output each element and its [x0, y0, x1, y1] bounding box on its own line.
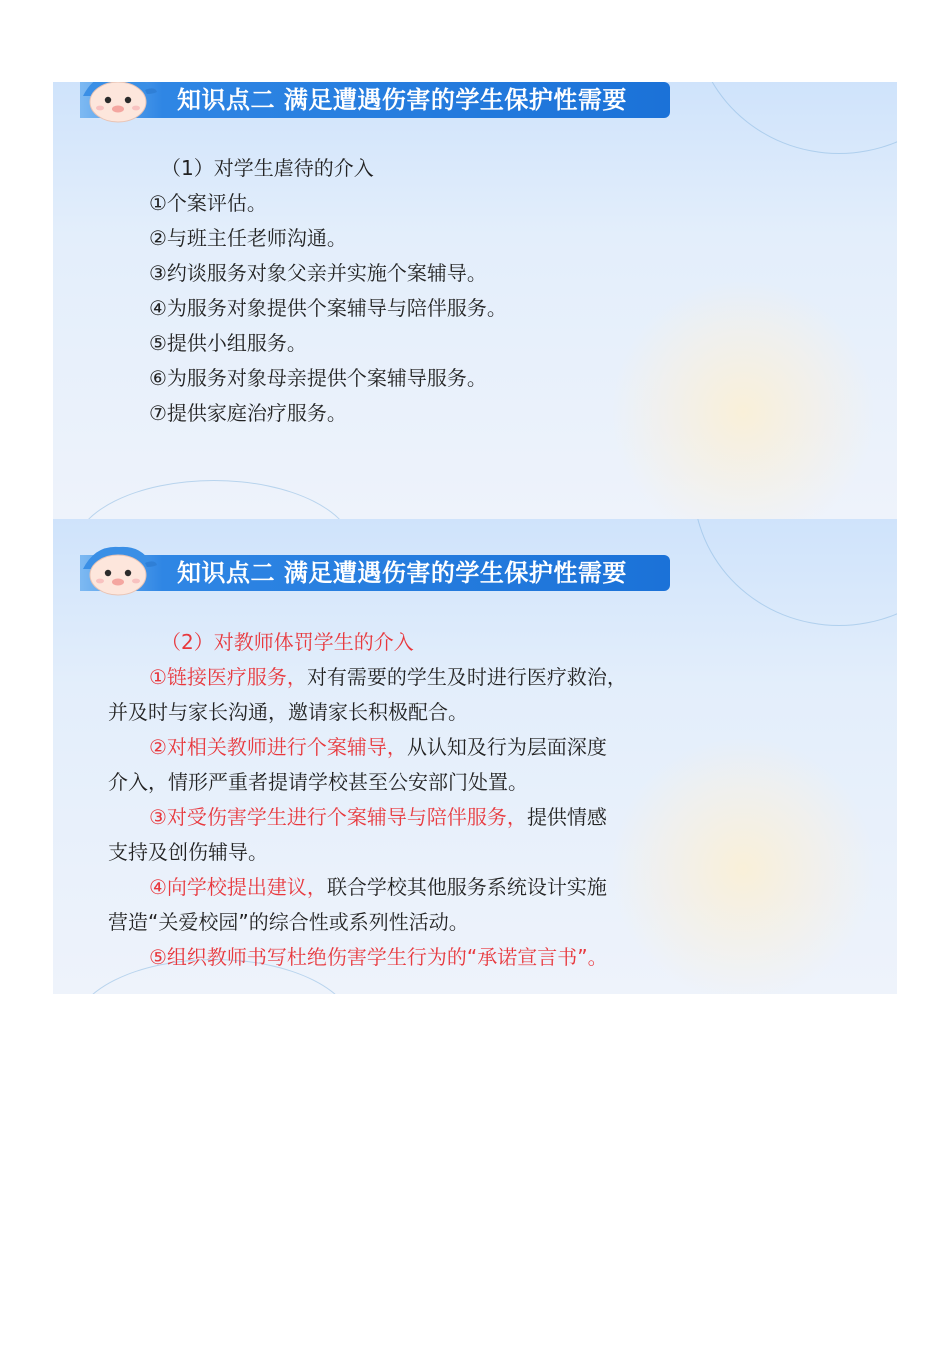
- item-text: 提供情感: [526, 805, 607, 829]
- title-banner: [80, 82, 670, 118]
- list-item: ④为服务对象提供个案辅导与陪伴服务。: [149, 296, 507, 320]
- list-item: ⑤提供小组服务。: [149, 331, 307, 355]
- item-highlight: ①链接医疗服务，: [149, 665, 307, 689]
- list-item: ⑥为服务对象母亲提供个案辅导服务。: [149, 366, 487, 390]
- list-item: [149, 871, 607, 900]
- list-item-continuation: 并及时与家长沟通，邀请家长积极配合。: [108, 700, 468, 724]
- decorative-arc: [693, 519, 897, 626]
- section-heading: （1）对学生虐待的介入: [161, 156, 374, 180]
- mascot-icon: [75, 82, 159, 124]
- decorative-arc: [693, 82, 897, 154]
- list-item: [149, 731, 607, 760]
- list-item: ②与班主任老师沟通。: [149, 226, 347, 250]
- list-item: ③约谈服务对象父亲并实施个案辅导。: [149, 261, 487, 285]
- item-text: 从认知及行为层面深度: [406, 735, 607, 759]
- item-highlight: ③对受伤害学生进行个案辅导与陪伴服务，: [149, 805, 527, 829]
- slide-title: 知识点二 满足遭遇伤害的学生保护性需要: [177, 86, 627, 114]
- title-banner: [80, 555, 670, 591]
- list-item: ①个案评估。: [149, 191, 267, 215]
- list-item: [149, 941, 608, 970]
- list-item-continuation: 支持及创伤辅导。: [108, 840, 268, 864]
- list-item-continuation: 介入，情形严重者提请学校甚至公安部门处置。: [108, 770, 528, 794]
- list-item-continuation: 营造“关爱校园”的综合性或系列性活动。: [108, 910, 469, 934]
- background-glow: [613, 282, 873, 519]
- section-heading: （2）对教师体罚学生的介入: [161, 630, 414, 654]
- item-text: 对有需要的学生及时进行医疗救治，: [306, 665, 627, 689]
- list-item: [149, 661, 627, 690]
- decorative-arc: [73, 480, 355, 519]
- item-highlight: ⑤组织教师书写杜绝伤害学生行为的“承诺宣言书”。: [149, 945, 608, 969]
- item-text: 联合学校其他服务系统设计实施: [326, 875, 607, 899]
- item-highlight: ④向学校提出建议，: [149, 875, 327, 899]
- slide-1: [53, 82, 897, 519]
- item-highlight: ②对相关教师进行个案辅导，: [149, 735, 407, 759]
- slide-title: 知识点二 满足遭遇伤害的学生保护性需要: [177, 559, 627, 587]
- background-glow: [613, 739, 873, 994]
- list-item: [149, 801, 607, 830]
- slide-2: [53, 519, 897, 994]
- list-item: ⑦提供家庭治疗服务。: [149, 401, 347, 425]
- mascot-icon: [75, 537, 159, 597]
